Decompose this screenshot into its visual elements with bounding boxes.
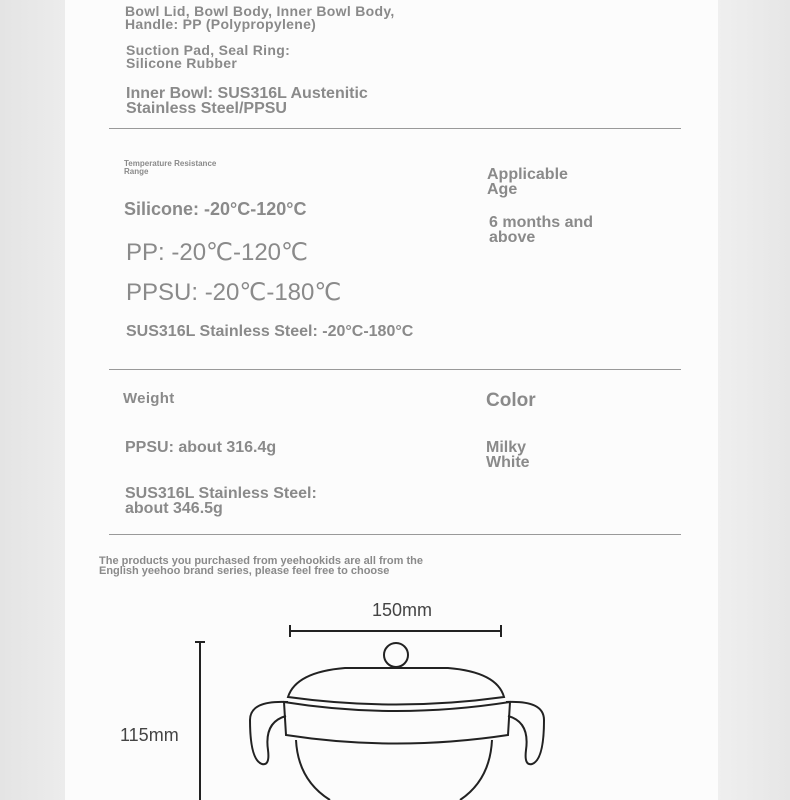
- material-inner-bowl: Inner Bowl: SUS316L Austenitic Stainless Steel/PPSU: [126, 85, 368, 117]
- height-label: 115mm: [120, 725, 179, 745]
- bowl-lid: [288, 668, 504, 705]
- lid-knob: [384, 643, 408, 667]
- age-heading: Applicable Age: [487, 166, 568, 198]
- temperature-silicone: Silicone: -20°C-120°C: [124, 199, 307, 219]
- color-value: Milky White: [486, 439, 530, 471]
- temperature-ppsu: PPSU: -20℃-180℃: [126, 279, 342, 306]
- temperature-heading: Temperature Resistance Range: [124, 159, 217, 176]
- weight-steel: SUS316L Stainless Steel: about 346.5g: [125, 485, 317, 517]
- temperature-steel: SUS316L Stainless Steel: -20°C-180°C: [126, 323, 414, 340]
- bowl-body: [296, 740, 492, 800]
- bowl-rim: [284, 702, 510, 744]
- right-handle: [506, 702, 544, 764]
- material-lid-body: Bowl Lid, Bowl Body, Inner Bowl Body, Handle: PP (Polypropylene): [125, 3, 395, 32]
- width-label: 150mm: [372, 600, 433, 620]
- temperature-pp: PP: -20℃-120℃: [126, 239, 308, 266]
- left-handle: [250, 702, 288, 764]
- color-heading: Color: [486, 390, 536, 411]
- age-value: 6 months and above: [489, 214, 594, 246]
- weight-heading: Weight: [123, 390, 175, 407]
- brand-note: The products you purchased from yeehookids are all from the English yeehoo brand series, please feel free to choose: [99, 555, 423, 577]
- weight-ppsu: PPSU: about 316.4g: [125, 439, 277, 456]
- material-suction: Suction Pad, Seal Ring: Silicone Rubber: [126, 42, 291, 71]
